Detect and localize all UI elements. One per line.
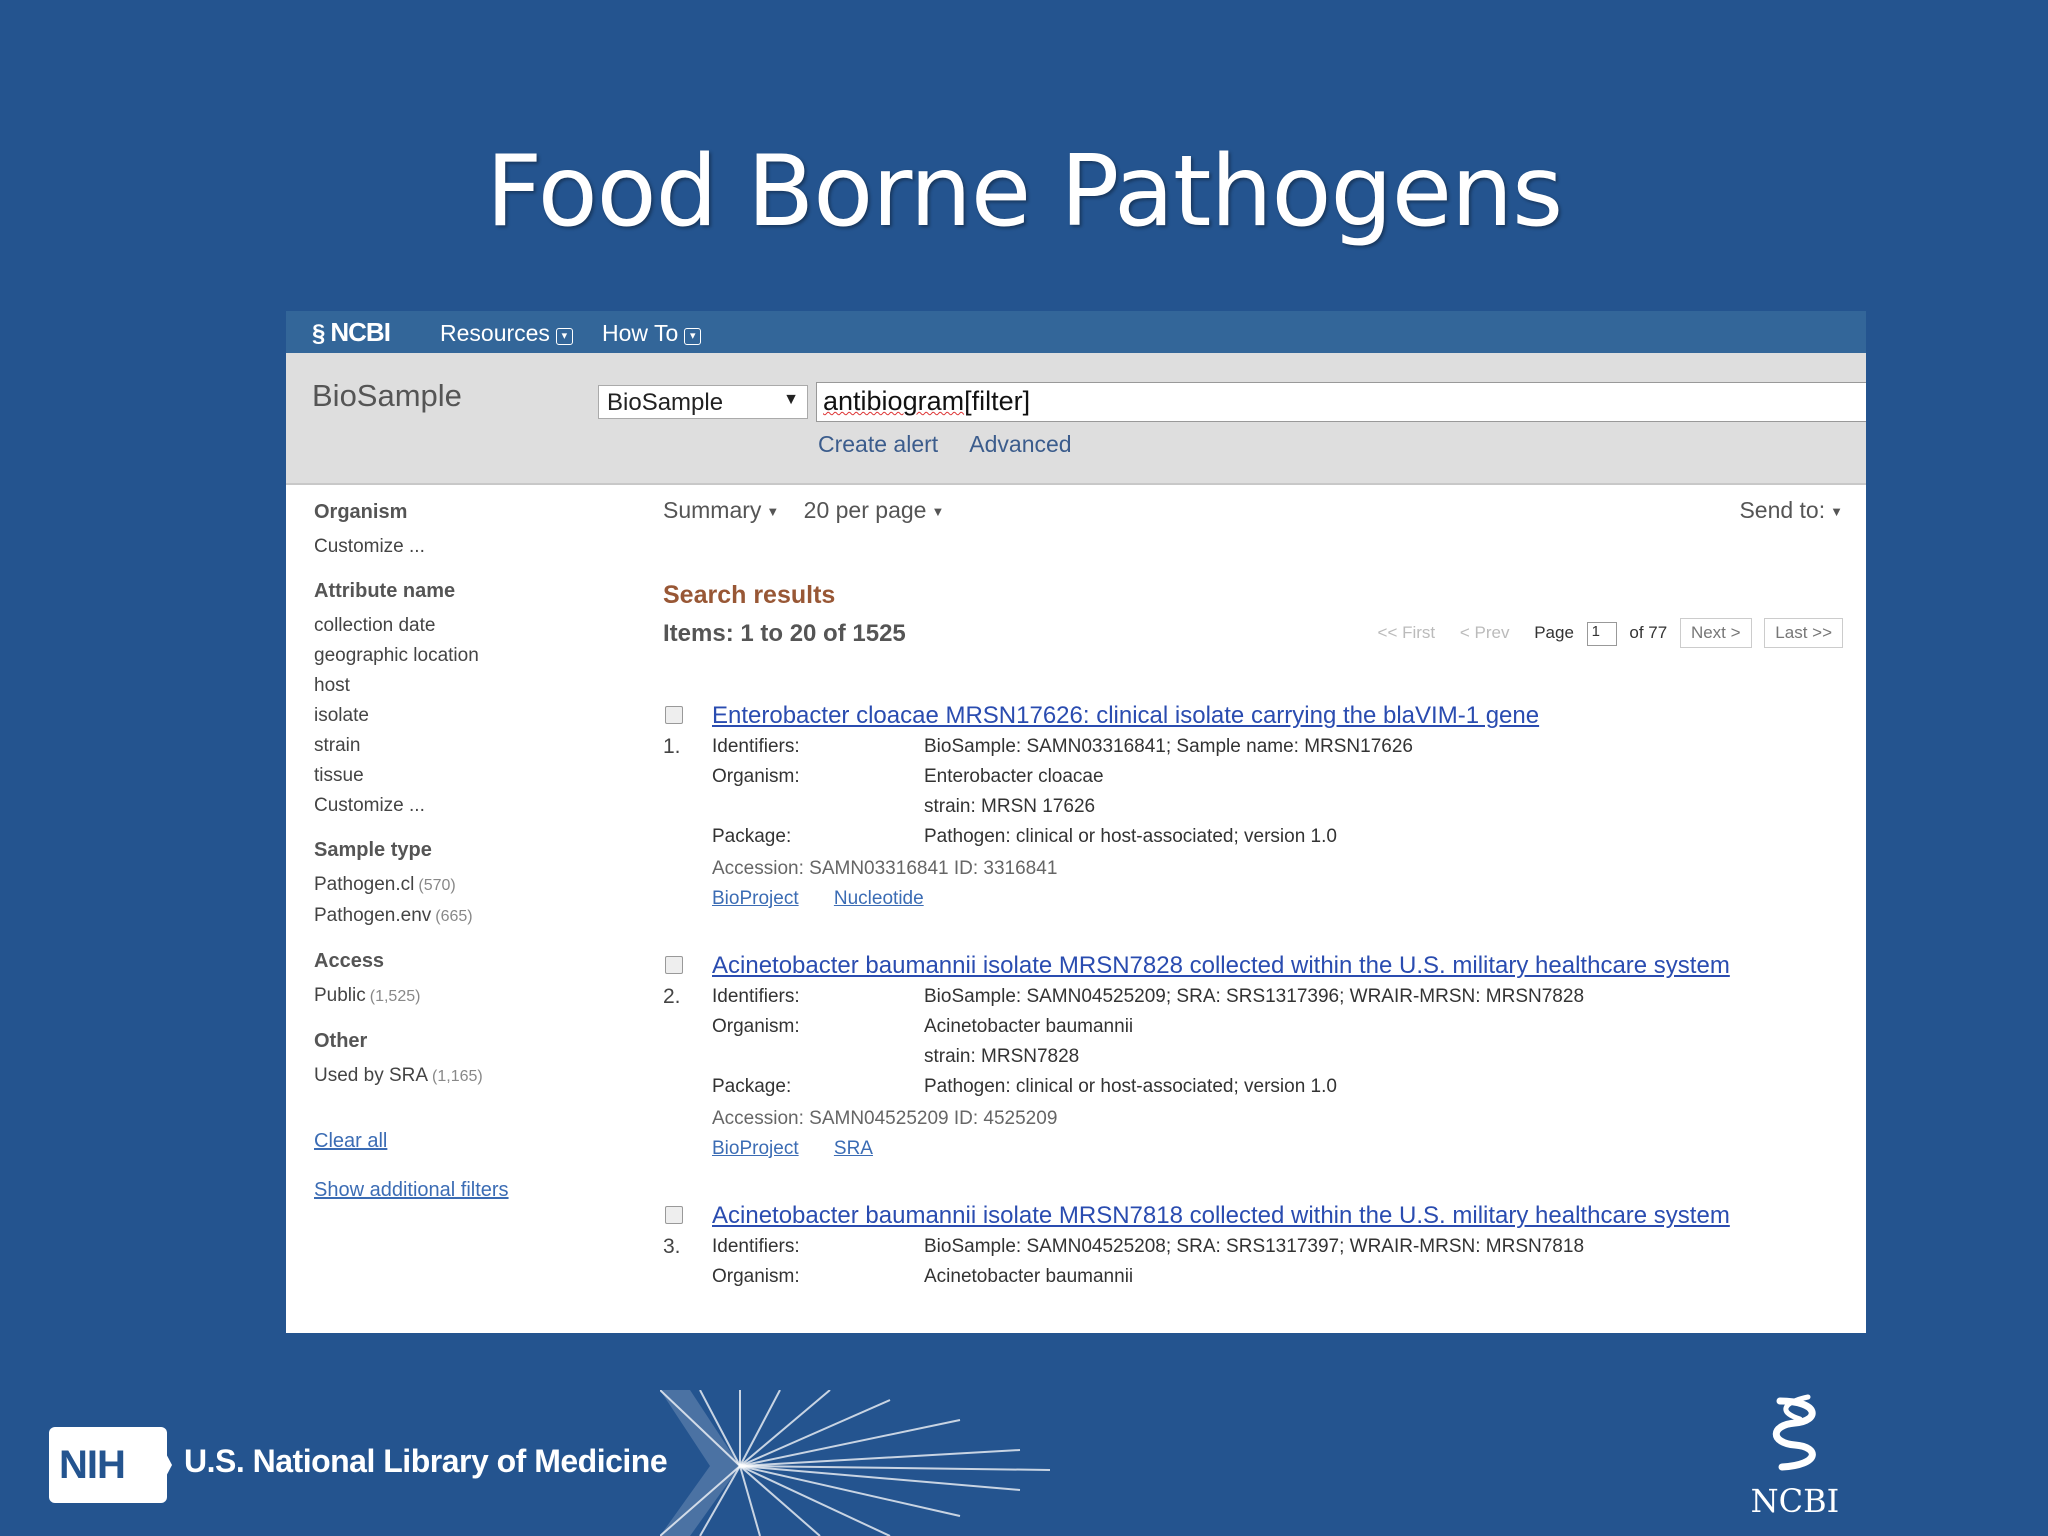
chevron-down-icon: ▾ bbox=[684, 328, 701, 345]
search-bar bbox=[286, 353, 1866, 485]
filter-group-organism bbox=[314, 501, 614, 562]
advanced-search-link[interactable]: Advanced bbox=[969, 431, 1072, 457]
caret-down-icon: ▼ bbox=[931, 504, 945, 519]
filter-group-sample-type bbox=[314, 839, 614, 932]
caret-down-icon: ▼ bbox=[766, 504, 780, 519]
caret-down-icon: ▼ bbox=[1830, 504, 1843, 519]
filter-item[interactable]: tissue bbox=[314, 765, 364, 786]
next-page-button[interactable]: Next > bbox=[1680, 618, 1752, 648]
sra-link[interactable]: SRA bbox=[833, 1138, 873, 1159]
create-alert-link[interactable]: Create alert bbox=[818, 431, 939, 457]
nucleotide-link[interactable]: Nucleotide bbox=[833, 888, 924, 909]
page-total: of 77 bbox=[1629, 623, 1668, 642]
field-label: Organism: bbox=[712, 1016, 800, 1037]
package-value: Pathogen: clinical or host-associated; version 1.0 bbox=[924, 826, 1337, 847]
chevron-down-icon: ▾ bbox=[556, 328, 573, 345]
identifiers-value: BioSample: SAMN04525208; SRA: SRS1317397; WRAIR-MRSN: MRSN7818 bbox=[924, 1236, 1585, 1257]
display-toolbar bbox=[663, 497, 1843, 537]
filter-heading: Sample type bbox=[314, 839, 432, 861]
first-page-link[interactable]: << First bbox=[1377, 623, 1436, 642]
identifiers-value: BioSample: SAMN04525209; SRA: SRS1317396; WRAIR-MRSN: MRSN7828 bbox=[924, 986, 1585, 1007]
filter-group-attribute-name bbox=[314, 580, 614, 821]
result-item bbox=[663, 1200, 1843, 1292]
accession-line: Accession: SAMN03316841 ID: 3316841 bbox=[712, 858, 1058, 879]
search-input[interactable]: antibiogram[filter] bbox=[816, 382, 1866, 422]
strain-value: strain: MRSN 17626 bbox=[924, 796, 1096, 817]
show-additional-filters-link[interactable]: Show additional filters bbox=[314, 1179, 509, 1201]
ncbi-logo[interactable]: § NCBI bbox=[312, 317, 390, 347]
items-count: Items: 1 to 20 of 1525 bbox=[663, 620, 906, 647]
filter-heading: Attribute name bbox=[314, 580, 456, 602]
summary-dropdown[interactable]: Summary ▼ bbox=[663, 497, 780, 523]
per-page-dropdown[interactable]: 20 per page ▼ bbox=[803, 497, 945, 523]
bioproject-link[interactable]: BioProject bbox=[712, 888, 799, 909]
package-value: Pathogen: clinical or host-associated; version 1.0 bbox=[924, 1076, 1337, 1097]
ncbi-screenshot bbox=[286, 311, 1866, 1333]
filter-group-other bbox=[314, 1030, 614, 1092]
slide-title: Food Borne Pathogens bbox=[485, 135, 1563, 249]
accession-line: Accession: SAMN04525209 ID: 4525209 bbox=[712, 1108, 1058, 1129]
menu-resources[interactable]: Resources ▾ bbox=[440, 320, 573, 347]
filter-item[interactable]: geographic location bbox=[314, 645, 479, 666]
clear-all-link[interactable]: Clear all bbox=[314, 1130, 388, 1152]
nih-badge: NIH bbox=[49, 1427, 167, 1503]
ncbi-footer-logo bbox=[1740, 1393, 1850, 1520]
result-title-link[interactable]: Acinetobacter baumannii isolate MRSN7818 collected within the U.S. military healthcare system bbox=[712, 1202, 1730, 1229]
organism-value: Enterobacter cloacae bbox=[924, 766, 1104, 787]
ncbi-topbar bbox=[286, 311, 1866, 353]
helix-icon bbox=[1760, 1393, 1830, 1473]
field-label: Package: bbox=[712, 1076, 792, 1097]
result-checkbox[interactable] bbox=[665, 956, 683, 974]
result-title-link[interactable]: Enterobacter cloacae MRSN17626: clinical isolate carrying the blaVIM-1 gene bbox=[712, 702, 1540, 729]
filter-sidebar bbox=[314, 501, 614, 1202]
field-label: Identifiers: bbox=[712, 986, 800, 1007]
filter-item[interactable]: Pathogen.cl (570) bbox=[314, 874, 456, 895]
dropdown-arrow-icon: ▼ bbox=[783, 391, 799, 408]
page-label: Page bbox=[1534, 623, 1574, 642]
filter-heading: Organism bbox=[314, 501, 408, 523]
field-label: Organism: bbox=[712, 1266, 800, 1287]
filter-item[interactable]: collection date bbox=[314, 615, 436, 636]
search-results-heading: Search results bbox=[663, 581, 836, 609]
prev-page-link[interactable]: < Prev bbox=[1459, 623, 1510, 642]
send-to-dropdown[interactable]: Send to: ▼ bbox=[1739, 497, 1843, 523]
filter-item[interactable]: Used by SRA (1,165) bbox=[314, 1065, 483, 1086]
filter-item[interactable]: Public (1,525) bbox=[314, 985, 421, 1006]
filter-item[interactable]: isolate bbox=[314, 705, 369, 726]
strain-value: strain: MRSN7828 bbox=[924, 1046, 1080, 1067]
filter-item[interactable]: host bbox=[314, 675, 350, 696]
filter-item[interactable]: Customize ... bbox=[314, 536, 425, 557]
filter-heading: Other bbox=[314, 1030, 368, 1052]
result-number: 2. bbox=[663, 985, 681, 1008]
last-page-button[interactable]: Last >> bbox=[1764, 618, 1843, 648]
bioproject-link[interactable]: BioProject bbox=[712, 1138, 799, 1159]
pager bbox=[1378, 618, 1843, 648]
result-number: 1. bbox=[663, 735, 681, 758]
filter-heading: Access bbox=[314, 950, 385, 972]
field-label: Identifiers: bbox=[712, 736, 800, 757]
ncbi-wordmark: NCBI bbox=[1750, 1482, 1840, 1520]
result-checkbox[interactable] bbox=[665, 706, 683, 724]
field-label: Package: bbox=[712, 826, 792, 847]
filter-item[interactable]: Customize ... bbox=[314, 795, 425, 816]
result-item bbox=[663, 700, 1843, 914]
result-number: 3. bbox=[663, 1235, 681, 1258]
identifiers-value: BioSample: SAMN03316841; Sample name: MRSN17626 bbox=[924, 736, 1413, 757]
field-label: Organism: bbox=[712, 766, 800, 787]
organism-value: Acinetobacter baumannii bbox=[924, 1266, 1134, 1287]
result-checkbox[interactable] bbox=[665, 1206, 683, 1224]
starburst-graphic bbox=[660, 1390, 1060, 1536]
nlm-wordmark: U.S. National Library of Medicine bbox=[184, 1443, 668, 1479]
database-name: BioSample bbox=[312, 378, 462, 413]
page-number-input[interactable]: 1 bbox=[1587, 622, 1617, 646]
result-title-link[interactable]: Acinetobacter baumannii isolate MRSN7828 collected within the U.S. military healthcare system bbox=[712, 952, 1730, 979]
filter-item[interactable]: Pathogen.env (665) bbox=[314, 905, 473, 926]
filter-item[interactable]: strain bbox=[314, 735, 361, 756]
organism-value: Acinetobacter baumannii bbox=[924, 1016, 1134, 1037]
filter-group-access bbox=[314, 950, 614, 1012]
results-pane bbox=[663, 497, 1843, 1292]
menu-how-to[interactable]: How To ▾ bbox=[602, 320, 701, 347]
helix-icon: § bbox=[312, 320, 325, 347]
nih-arrow-icon bbox=[152, 1427, 172, 1503]
field-label: Identifiers: bbox=[712, 1236, 800, 1257]
result-item bbox=[663, 950, 1843, 1164]
database-select[interactable]: BioSample ▼ bbox=[598, 385, 808, 419]
